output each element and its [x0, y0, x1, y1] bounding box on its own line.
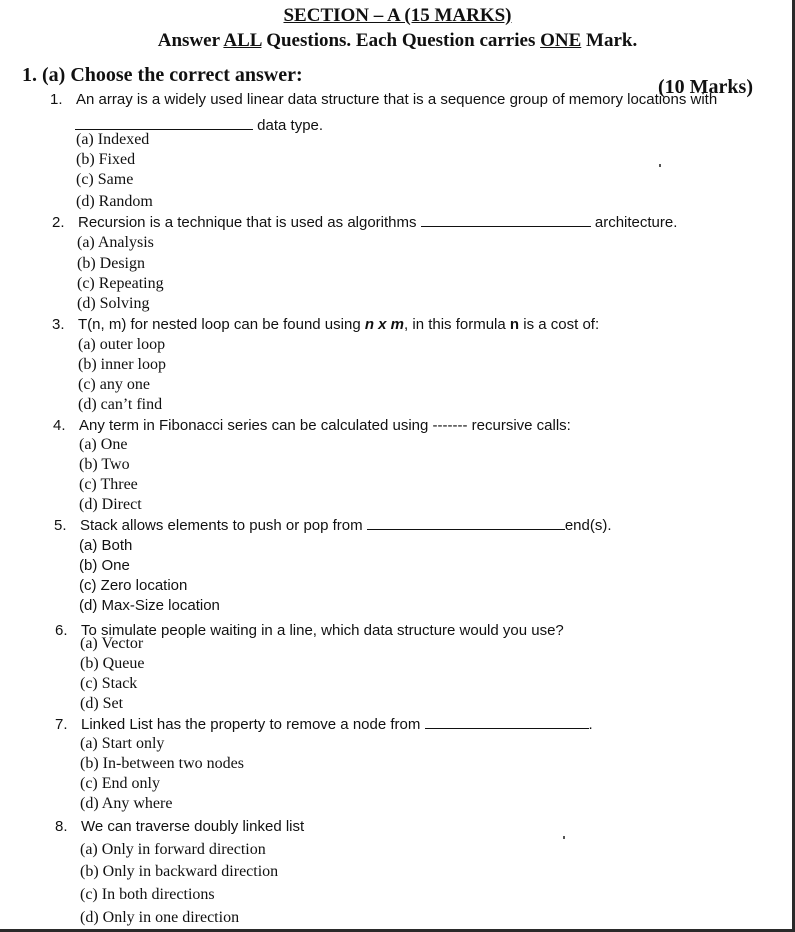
question-4-option-a: (a) One: [79, 436, 128, 453]
question-5-option-c: (c) Zero location: [79, 577, 188, 594]
question-2-stem: 2. Recursion is a technique that is used as algorithms architecture.: [52, 214, 678, 231]
part-heading: 1. (a) Choose the correct answer:: [22, 64, 303, 86]
question-5-option-a: (a) Both: [79, 537, 133, 554]
question-7-option-b: (b) In-between two nodes: [80, 755, 244, 772]
question-7-stem: 7. Linked List has the property to remove a node from .: [55, 716, 593, 733]
question-3-stem: 3. T(n, m) for nested loop can be found using n x m, in this formula n is a cost of:: [52, 316, 600, 333]
question-1-stem-cont: data type.: [75, 117, 323, 134]
question-1-option-a: (a) Indexed: [76, 131, 150, 148]
question-3-option-b: (b) inner loop: [78, 356, 166, 373]
question-1-option-c: (c) Same: [76, 171, 134, 188]
question-3-option-c: (c) any one: [78, 376, 150, 393]
question-8-option-b: (b) Only in backward direction: [80, 863, 279, 880]
question-6-option-c: (c) Stack: [80, 675, 138, 692]
question-8-option-c: (c) In both directions: [80, 886, 215, 903]
question-4-stem: 4. Any term in Fibonacci series can be calculated using ------- recursive calls:: [53, 417, 571, 434]
question-7-option-c: (c) End only: [80, 775, 160, 792]
question-2-option-d: (d) Solving: [77, 295, 150, 312]
question-4-option-d: (d) Direct: [79, 496, 142, 513]
question-8-stem: 8. We can traverse doubly linked list: [55, 818, 305, 835]
question-2-option-c: (c) Repeating: [77, 275, 164, 292]
section-instruction: Answer ALL Questions. Each Question carries ONE Mark.: [157, 30, 638, 51]
question-6-option-a: (a) Vector: [80, 635, 144, 652]
question-1-stem: 1. An array is a widely used linear data structure that is a sequence group of memory locations with: [50, 91, 718, 108]
question-7-option-d: (d) Any where: [80, 795, 173, 812]
question-1-option-d: (d) Random: [76, 193, 153, 210]
question-2-option-b: (b) Design: [77, 255, 145, 272]
question-5-option-d: (d) Max-Size location: [79, 597, 220, 614]
question-2-option-a: (a) Analysis: [77, 234, 154, 251]
question-3-option-a: (a) outer loop: [78, 336, 166, 353]
question-8-option-d: (d) Only in one direction: [80, 909, 240, 926]
question-5-option-b: (b) One: [79, 557, 130, 574]
question-3-option-d: (d) can’t find: [78, 396, 163, 413]
question-4-option-c: (c) Three: [79, 476, 138, 493]
question-1-option-b: (b) Fixed: [76, 151, 136, 168]
question-7-option-a: (a) Start only: [80, 735, 165, 752]
question-5-stem: 5. Stack allows elements to push or pop from end(s).: [54, 517, 612, 534]
marks-label: (10 Marks): [658, 76, 753, 98]
scan-speck: [563, 836, 565, 839]
question-8-option-a: (a) Only in forward direction: [80, 841, 266, 858]
question-4-option-b: (b) Two: [79, 456, 130, 473]
question-6-option-d: (d) Set: [80, 695, 124, 712]
question-6-stem: 6. To simulate people waiting in a line, which data structure would you use?: [55, 622, 564, 639]
section-title: SECTION – A (15 MARKS): [283, 5, 512, 26]
question-6-option-b: (b) Queue: [80, 655, 145, 672]
scan-speck: [659, 164, 661, 167]
